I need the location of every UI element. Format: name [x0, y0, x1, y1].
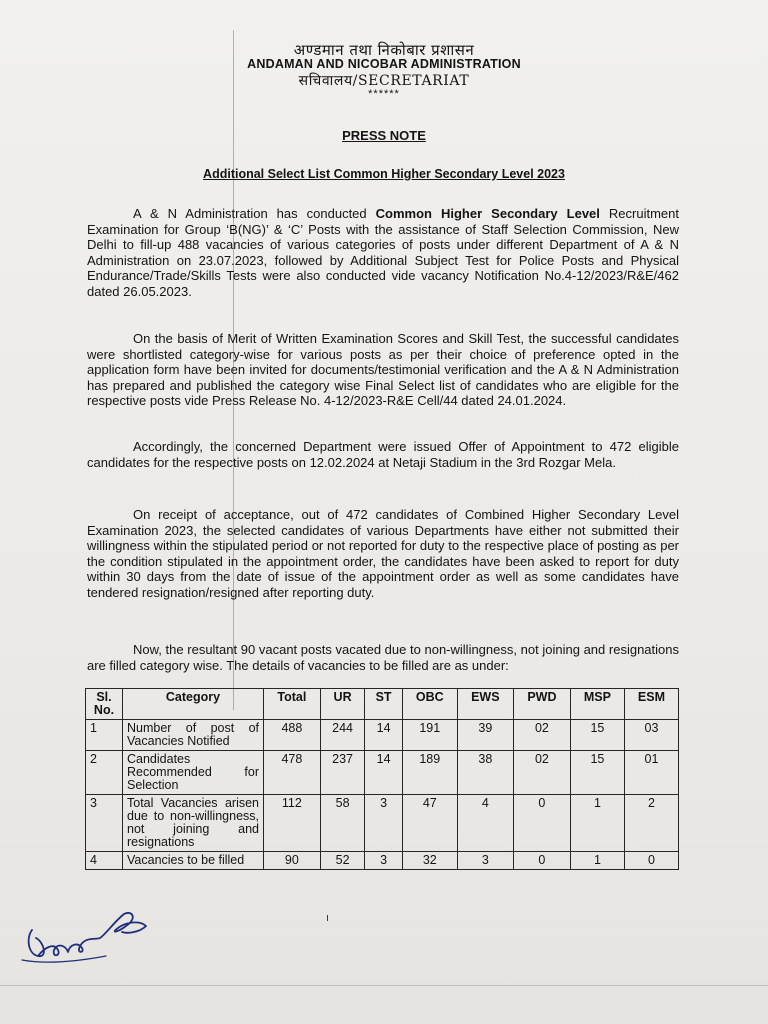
press-note-heading: PRESS NOTE: [342, 128, 426, 143]
administration-title: ANDAMAN AND NICOBAR ADMINISTRATION: [247, 57, 521, 71]
cell-obc: 191: [402, 720, 457, 751]
table-row: [86, 751, 679, 795]
separator-stars: ******: [368, 88, 400, 100]
exam-name-bold: Common Higher Secondary Level: [375, 206, 600, 221]
cell-obc: 32: [402, 852, 457, 870]
cell-msp: 15: [570, 751, 624, 795]
cell-sl: 1: [86, 720, 123, 751]
cell-ur: 237: [320, 751, 365, 795]
cell-st: 14: [365, 751, 402, 795]
cell-category: Total Vacancies arisen due to non-willingness, not joining and resignations: [123, 795, 264, 852]
cell-pwd: 0: [513, 852, 570, 870]
cell-ews: 38: [457, 751, 513, 795]
hindi-title: अण्डमान तथा निकोबार प्रशासन: [293, 41, 475, 59]
paragraph-2: On the basis of Merit of Written Examination Scores and Skill Test, the successful candidates were shortlisted category-wise for various posts as per their choice of preference opted in the application form have been invited for documents/testimonial verification and the A & N Administration has prepared and published the category wise Final Select list of candidates who are eligible for the respective posts vide Press Release No. 4-12/2023-R&E Cell/44 dated 24.01.2024.: [87, 331, 679, 409]
page-edge-line: [0, 985, 768, 986]
cell-ews: 4: [457, 795, 513, 852]
cell-total: 478: [264, 751, 321, 795]
secretariat-title: सचिवालय/SECRETARIAT: [298, 73, 470, 89]
paragraph-4: On receipt of acceptance, out of 472 candidates of Combined Higher Secondary Level Examination 2023, the selected candidates of various Departments have either not submitted their willingness within the stipulated period or not reported for duty to the respective place of posting as per the condition stipulated in the appointment order, the candidates have been asked to report for duty within 30 days from the date of issue of the appointment order as well as some candidates have tendered resignation/resigned after reporting duty.: [87, 507, 679, 600]
cell-esm: 01: [624, 751, 678, 795]
cell-st: 14: [365, 720, 402, 751]
table-row: [86, 795, 679, 852]
document-subtitle: Additional Select List Common Higher Secondary Level 2023: [203, 167, 565, 181]
cell-st: 3: [365, 852, 402, 870]
cell-total: 488: [264, 720, 321, 751]
cell-category: Vacancies to be filled: [123, 852, 264, 870]
stray-mark: ı: [326, 912, 330, 924]
cell-msp: 1: [570, 795, 624, 852]
cell-sl: 2: [86, 751, 123, 795]
cell-sl: 4: [86, 852, 123, 870]
header-category: Category: [123, 689, 264, 720]
paragraph-3: Accordingly, the concerned Department were issued Offer of Appointment to 472 eligible candidates for the respective posts on 12.02.2024 at Netaji Stadium in the 3rd Rozgar Mela.: [87, 439, 679, 470]
cell-total: 90: [264, 852, 321, 870]
cell-obc: 47: [402, 795, 457, 852]
cell-obc: 189: [402, 751, 457, 795]
cell-esm: 03: [624, 720, 678, 751]
header-esm: ESM: [624, 689, 678, 720]
header-sl-no: Sl. No.: [86, 689, 123, 720]
header-ur: UR: [320, 689, 365, 720]
cell-ur: 52: [320, 852, 365, 870]
vacancy-table: [85, 688, 679, 870]
cell-ur: 244: [320, 720, 365, 751]
header-msp: MSP: [570, 689, 624, 720]
cell-msp: 1: [570, 852, 624, 870]
header-ews: EWS: [457, 689, 513, 720]
header-pwd: PWD: [513, 689, 570, 720]
cell-esm: 0: [624, 852, 678, 870]
cell-pwd: 02: [513, 720, 570, 751]
cell-pwd: 0: [513, 795, 570, 852]
cell-category: Number of post of Vacancies Notified: [123, 720, 264, 751]
paragraph-1: A & N Administration has conducted Common Higher Secondary Level Recruitment Examination for Group ‘B(NG)’ & ‘C’ Posts with the assistance of Staff Selection Commission, New Delhi to fill-up 488 vacancies of various categories of posts under different Department of A & N Administration on 23.07.2023, followed by Additional Subject Test for Police Posts and Physical Endurance/Trade/Skills Tests were also conducted vide vacancy Notification No.4-12/2023/R&E/462 dated 26.05.2023.: [87, 206, 679, 299]
table-row: [86, 720, 679, 751]
header-total: Total: [264, 689, 321, 720]
table-row: [86, 852, 679, 870]
cell-ews: 39: [457, 720, 513, 751]
table-header-row: [86, 689, 679, 720]
cell-esm: 2: [624, 795, 678, 852]
cell-pwd: 02: [513, 751, 570, 795]
cell-ews: 3: [457, 852, 513, 870]
header-obc: OBC: [402, 689, 457, 720]
paragraph-5: Now, the resultant 90 vacant posts vacated due to non-willingness, not joining and resignations are filled category wise. The details of vacancies to be filled are as under:: [87, 642, 679, 673]
cell-msp: 15: [570, 720, 624, 751]
header-st: ST: [365, 689, 402, 720]
handwritten-signature: [14, 898, 164, 973]
cell-st: 3: [365, 795, 402, 852]
cell-ur: 58: [320, 795, 365, 852]
cell-category: Candidates Recommended for Selection: [123, 751, 264, 795]
cell-total: 112: [264, 795, 321, 852]
cell-sl: 3: [86, 795, 123, 852]
